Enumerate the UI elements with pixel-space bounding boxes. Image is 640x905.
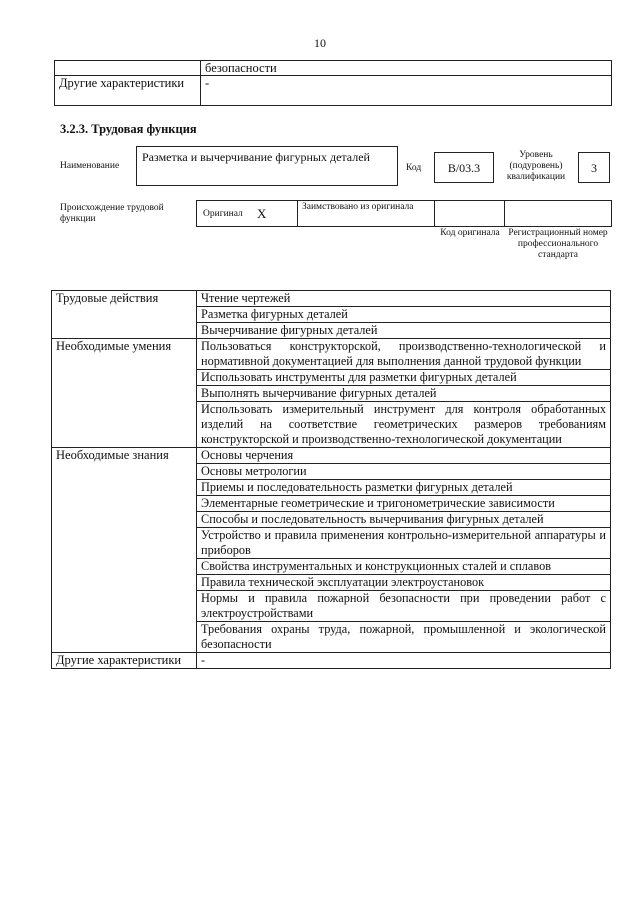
labor-action-item: Разметка фигурных деталей: [197, 307, 611, 323]
name-label: Наименование: [60, 161, 120, 171]
qualification-level-box: 3: [578, 152, 610, 183]
original-code-caption: Код оригинала: [440, 228, 500, 238]
table-row: [55, 61, 612, 76]
function-code-box: В/03.3: [434, 152, 494, 183]
borrowed-label: Заимствовано из оригинала: [302, 202, 414, 212]
skill-item: Использовать измерительный инструмент для контроля обработанных изделий на соответствие геометрических размеров требованиям конструкторской и производственно-технологической документации: [197, 402, 611, 448]
continuation-table: [54, 60, 612, 106]
knowledge-item: Основы метрологии: [197, 464, 611, 480]
function-name-box: Разметка и вычерчивание фигурных деталей: [136, 146, 398, 186]
registration-number-caption: Регистрационный номер профессионального стандарта: [508, 228, 608, 260]
labor-action-item: Чтение чертежей: [197, 291, 611, 307]
original-code-cell: [434, 200, 505, 227]
labor-function-table: [51, 290, 611, 669]
continuation-cell: безопасности: [201, 61, 612, 76]
skills-label: Необходимые умения: [52, 339, 197, 448]
knowledge-item: Свойства инструментальных и конструкционных сталей и сплавов: [197, 559, 611, 575]
section-heading: 3.2.3. Трудовая функция: [60, 122, 197, 136]
code-label: Код: [406, 163, 422, 173]
other-characteristics-label: Другие характеристики: [55, 76, 201, 106]
registration-number-cell: [504, 200, 612, 227]
empty-cell: [55, 61, 201, 76]
knowledge-item: Устройство и правила применения контрольно-измерительной аппаратуры и приборов: [197, 528, 611, 559]
other-value: -: [197, 653, 611, 669]
table-row: [55, 76, 612, 106]
other-characteristics-value: -: [201, 76, 612, 106]
table-row: [52, 653, 611, 669]
skill-item: Пользоваться конструкторской, производственно-технологической и нормативной документацией для выполнения данной трудовой функции: [197, 339, 611, 370]
other-label: Другие характеристики: [52, 653, 197, 669]
level-label: Уровень (подуровень) квалификации: [506, 150, 566, 182]
knowledge-item: Нормы и правила пожарной безопасности при проведении работ с электроустройствами: [197, 591, 611, 622]
skill-item: Использовать инструменты для разметки фигурных деталей: [197, 370, 611, 386]
original-mark: X: [257, 206, 267, 221]
borrowed-cell: [297, 200, 435, 227]
labor-action-item: Вычерчивание фигурных деталей: [197, 323, 611, 339]
page-number: 10: [314, 36, 326, 50]
table-row: [52, 291, 611, 307]
labor-actions-label: Трудовые действия: [52, 291, 197, 339]
knowledge-item: Основы черчения: [197, 448, 611, 464]
knowledge-item: Требования охраны труда, пожарной, промышленной и экологической безопасности: [197, 622, 611, 653]
origin-label: Происхождение трудовой функции: [60, 203, 164, 224]
knowledge-item: Приемы и последовательность разметки фигурных деталей: [197, 480, 611, 496]
original-label: Оригинал: [203, 209, 243, 219]
knowledge-label: Необходимые знания: [52, 448, 197, 653]
original-cell: [196, 200, 298, 227]
knowledge-item: Элементарные геометрические и тригонометрические зависимости: [197, 496, 611, 512]
skill-item: Выполнять вычерчивание фигурных деталей: [197, 386, 611, 402]
table-row: [52, 448, 611, 464]
table-row: [52, 339, 611, 370]
knowledge-item: Способы и последовательность вычерчивания фигурных деталей: [197, 512, 611, 528]
knowledge-item: Правила технической эксплуатации электроустановок: [197, 575, 611, 591]
